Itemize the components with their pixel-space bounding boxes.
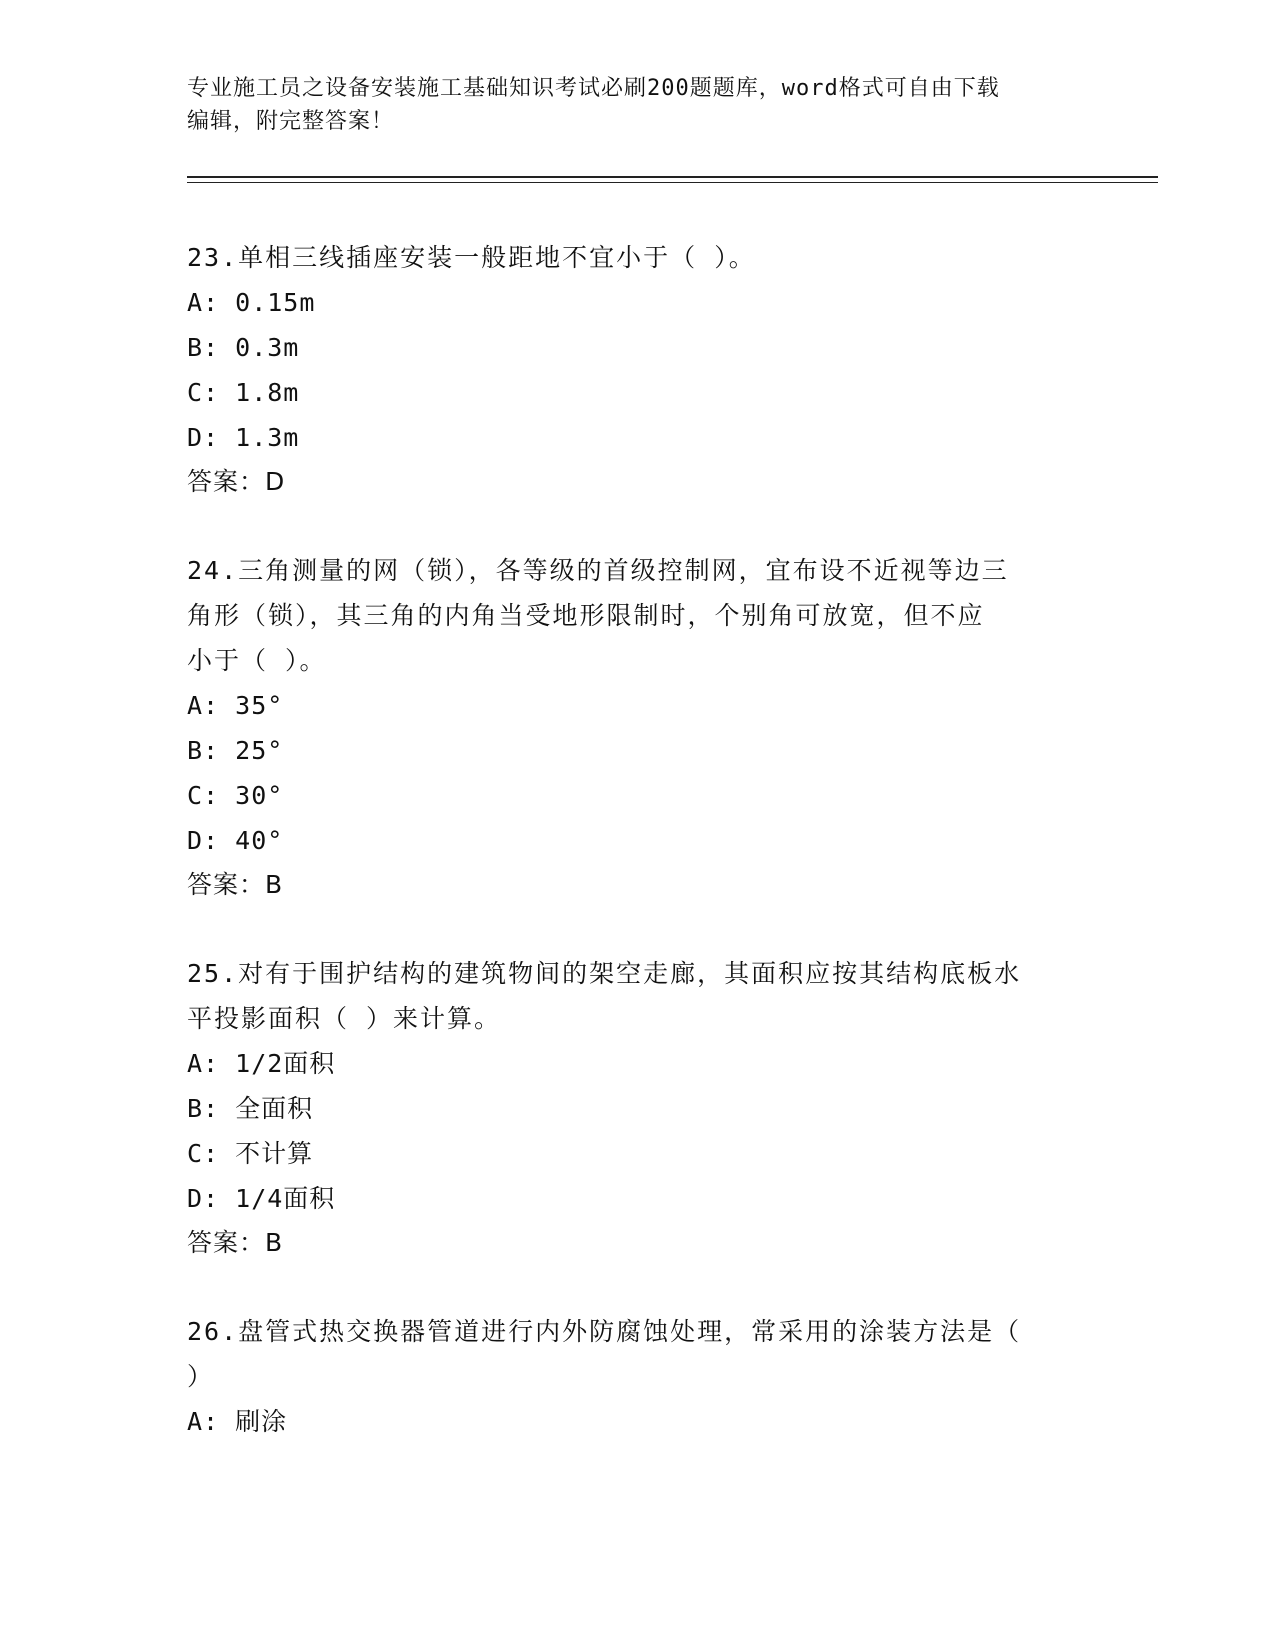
question-text-line-2: ） xyxy=(187,1362,215,1391)
option-a: A: 35° xyxy=(187,691,284,720)
option-a: A: 刷涂 xyxy=(187,1407,288,1436)
option-d: D: 1/4面积 xyxy=(187,1184,336,1213)
option-a: A: 1/2面积 xyxy=(187,1049,336,1078)
header-title-line-1: 专业施工员之设备安装施工基础知识考试必刷200题题库，word格式可自由下载 xyxy=(187,76,1000,101)
option-c: C: 1.8m xyxy=(187,378,300,407)
question-text-line-1: 26.盘管式热交换器管道进行内外防腐蚀处理，常采用的涂装方法是（ xyxy=(187,1317,1022,1346)
option-b: B: 0.3m xyxy=(187,333,300,362)
question-text-line-3: 小于（ ）。 xyxy=(187,646,327,675)
option-d: D: 1.3m xyxy=(187,423,300,452)
header-divider-thick xyxy=(187,176,1158,178)
question-text-line-1: 24.三角测量的网（锁），各等级的首级控制网，宜布设不近视等边三 xyxy=(187,556,1009,585)
question-list xyxy=(187,235,1087,1488)
question-text-line-2: 角形（锁），其三角的内角当受地形限制时，个别角可放宽，但不应 xyxy=(187,601,985,630)
question-25 xyxy=(187,951,1087,1265)
option-c: C: 不计算 xyxy=(187,1139,314,1168)
answer: 答案：B xyxy=(187,1228,284,1257)
option-c: C: 30° xyxy=(187,781,284,810)
question-text-line-1: 25.对有于围护结构的建筑物间的架空走廊，其面积应按其结构底板水 xyxy=(187,959,1022,988)
question-text-line-2: 平投影面积（ ）来计算。 xyxy=(187,1004,502,1033)
question-23 xyxy=(187,235,1087,504)
question-text: 23.单相三线插座安装一般距地不宜小于（ ）。 xyxy=(187,243,756,272)
option-d: D: 40° xyxy=(187,826,284,855)
header-divider-thin xyxy=(187,182,1158,183)
option-b: B: 全面积 xyxy=(187,1094,314,1123)
answer: 答案：D xyxy=(187,467,286,496)
document-header xyxy=(187,72,1067,138)
question-26 xyxy=(187,1309,1087,1444)
option-a: A: 0.15m xyxy=(187,288,316,317)
answer: 答案：B xyxy=(187,870,284,899)
option-b: B: 25° xyxy=(187,736,284,765)
question-24 xyxy=(187,548,1087,907)
header-title-line-2: 编辑，附完整答案！ xyxy=(187,109,395,134)
